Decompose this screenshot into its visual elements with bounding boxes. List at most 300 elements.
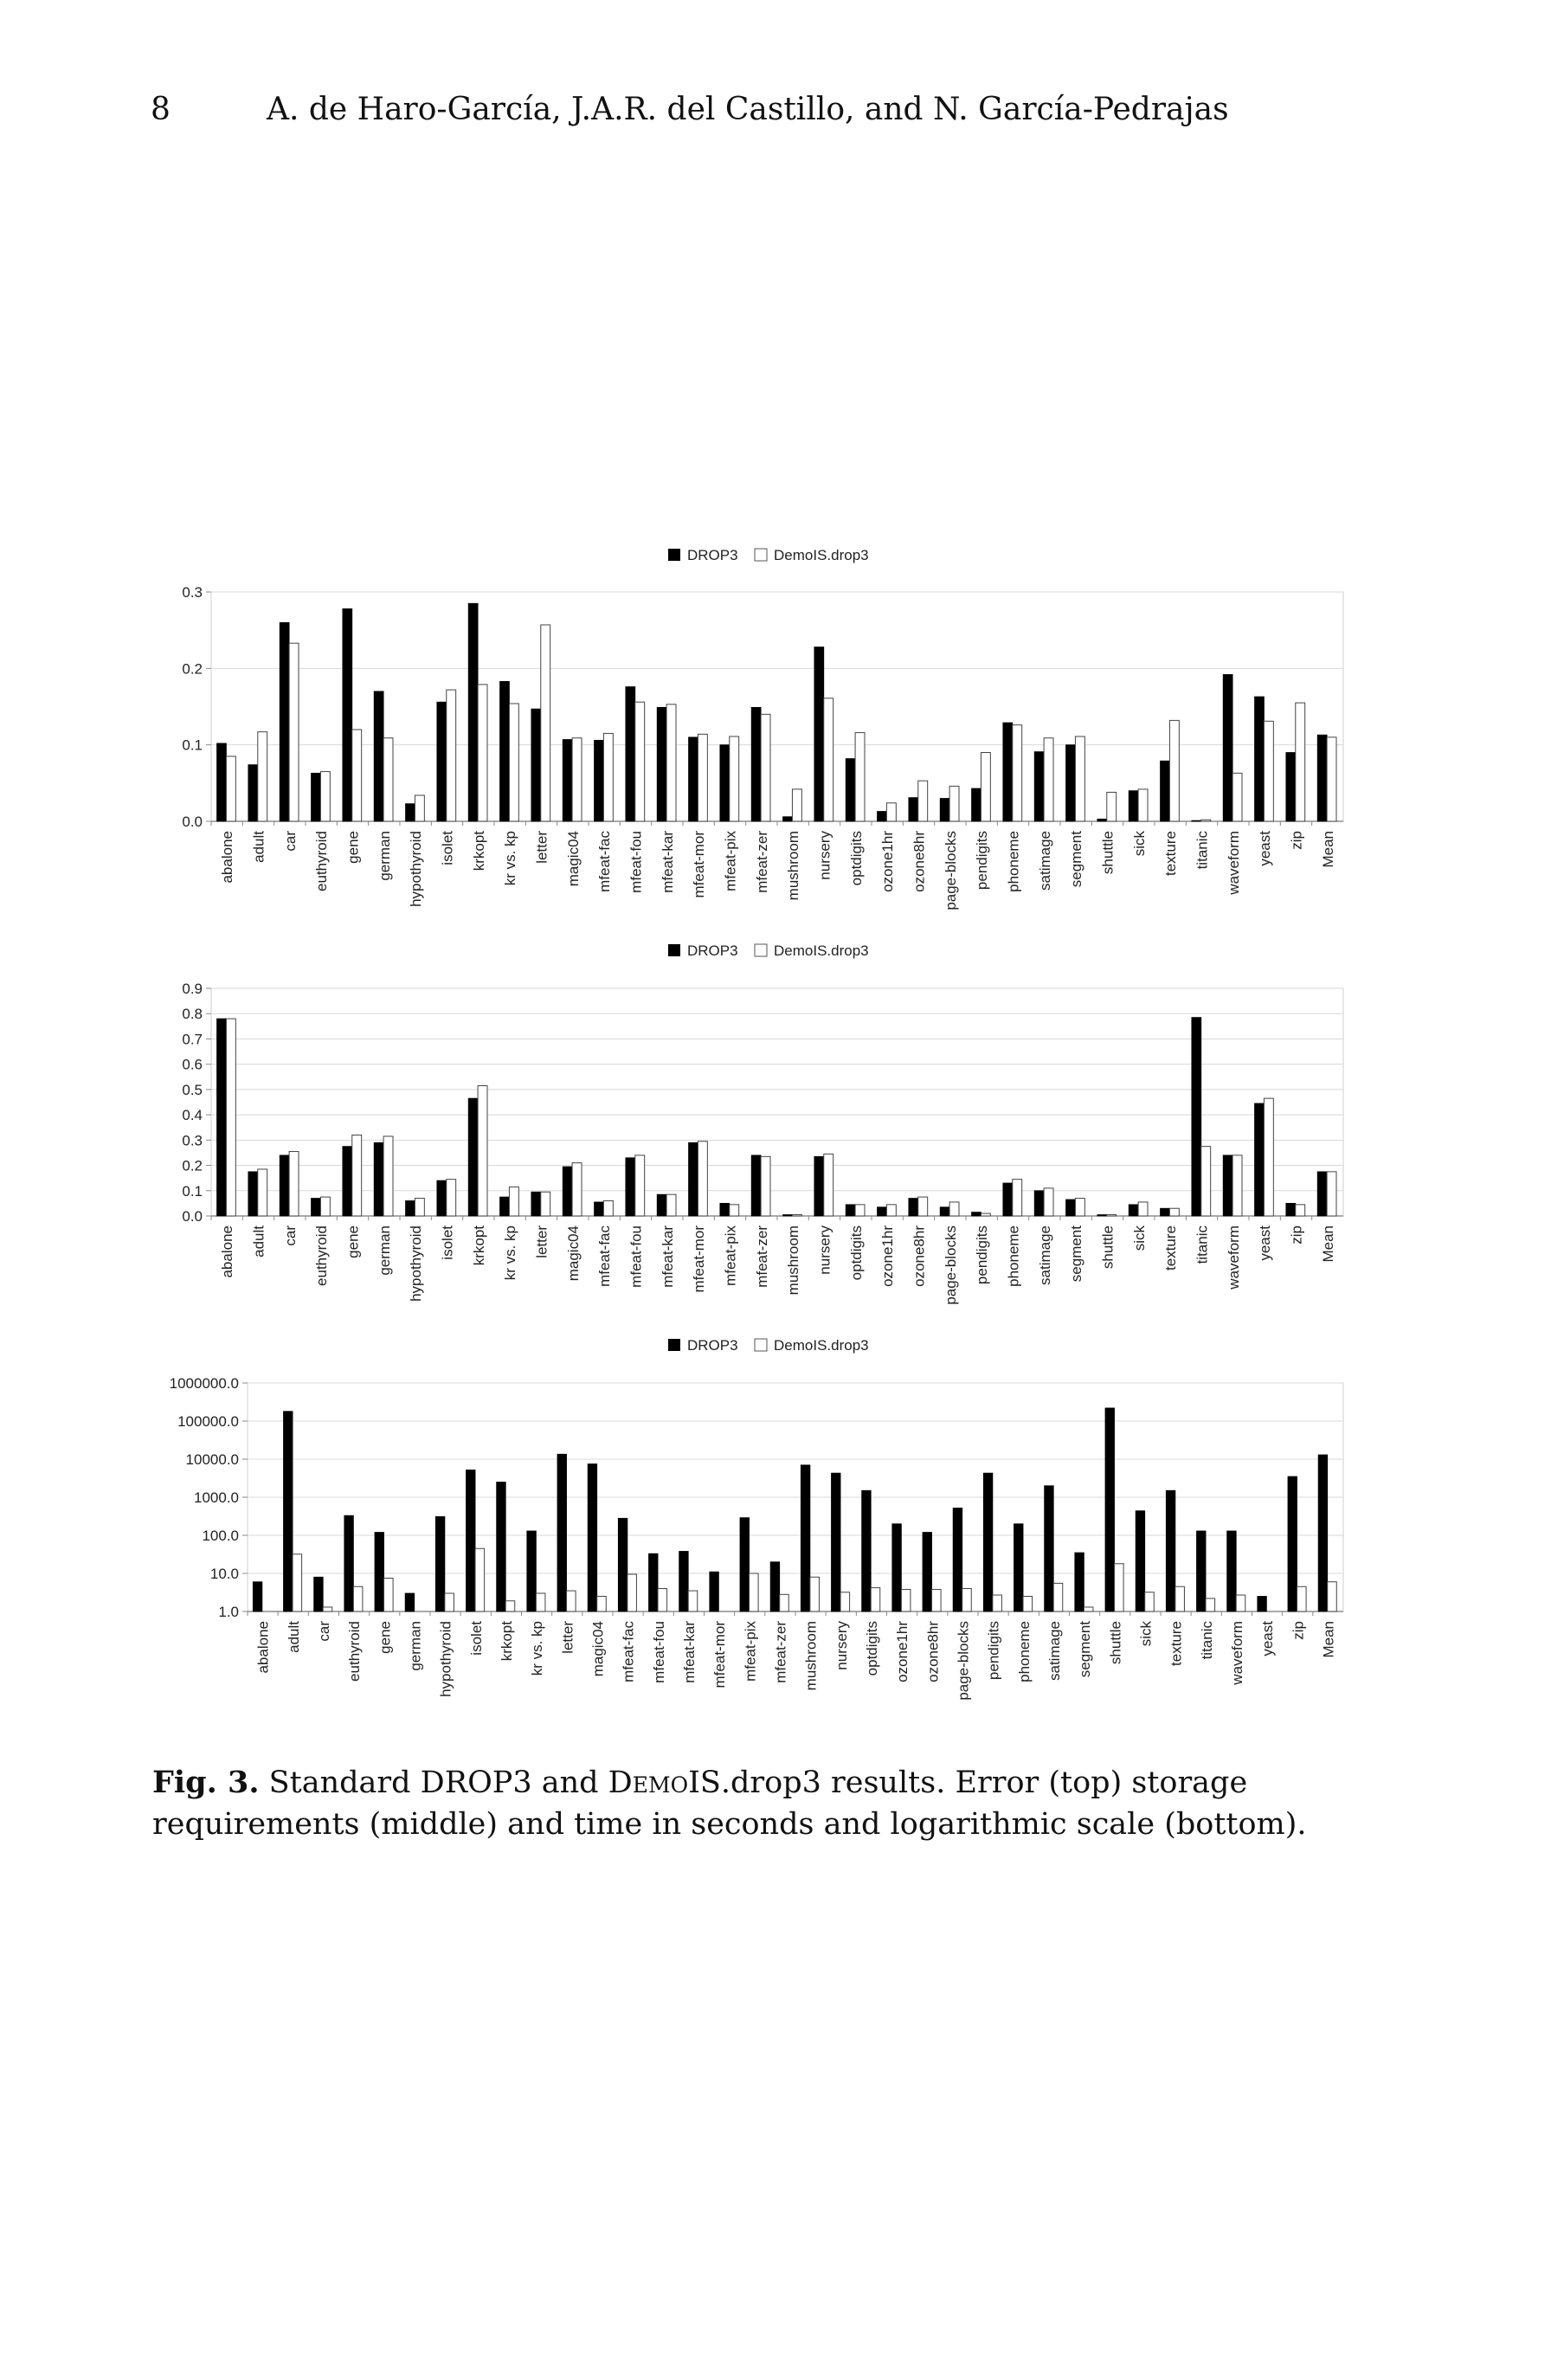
bar-drop3: [909, 1199, 918, 1216]
x-category-label: phoneme: [1005, 831, 1022, 892]
bar-demois-drop3: [572, 738, 582, 821]
bar-demois-drop3: [1044, 738, 1053, 821]
bar-demois-drop3: [1023, 1596, 1033, 1611]
bar-demois-drop3: [1075, 737, 1084, 821]
x-category-label: ozone8hr: [911, 831, 928, 892]
legend-label-demois: DemoIS.drop3: [774, 547, 869, 563]
bar-drop3: [740, 1518, 750, 1611]
x-category-label: kr vs. kp: [502, 1225, 519, 1281]
bar-demois-drop3: [258, 732, 267, 821]
bar-drop3: [374, 691, 383, 821]
bar-drop3: [500, 1197, 510, 1216]
bar-drop3: [1161, 761, 1170, 821]
bar-drop3: [1136, 1511, 1145, 1611]
caption-text-before: Standard DROP3 and: [268, 1766, 599, 1800]
x-category-label: mfeat-pix: [742, 1621, 759, 1682]
bar-drop3: [626, 687, 635, 821]
x-category-label: kr vs. kp: [529, 1621, 546, 1676]
bar-demois-drop3: [855, 733, 865, 821]
legend-swatch-drop3: [668, 1339, 680, 1351]
y-tick-label: 10.0: [209, 1566, 239, 1582]
bar-drop3: [1227, 1531, 1237, 1611]
bar-drop3: [1097, 1215, 1107, 1216]
x-category-label: mfeat-kar: [680, 1621, 698, 1683]
figure-label: Fig. 3.: [152, 1765, 260, 1800]
x-category-label: krkopt: [470, 1225, 487, 1266]
bar-demois-drop3: [415, 795, 424, 821]
y-tick-label: 1000.0: [194, 1489, 239, 1506]
bar-drop3: [1129, 1205, 1138, 1216]
bar-demois-drop3: [688, 1591, 698, 1611]
bar-drop3: [531, 1192, 541, 1216]
x-category-label: gene: [376, 1621, 394, 1654]
bar-drop3: [657, 1194, 666, 1216]
bar-demois-drop3: [447, 690, 456, 821]
bar-drop3: [689, 1142, 698, 1216]
legend-label-demois: DemoIS.drop3: [774, 942, 869, 959]
caption-smallcaps: DemoIS: [608, 1766, 721, 1800]
legend-label-drop3: DROP3: [687, 942, 738, 959]
bar-drop3: [280, 1155, 289, 1216]
bar-demois-drop3: [1264, 1098, 1273, 1216]
bar-demois-drop3: [1264, 721, 1273, 821]
bar-demois-drop3: [840, 1592, 850, 1611]
bar-demois-drop3: [289, 1151, 299, 1216]
bar-demois-drop3: [932, 1589, 942, 1611]
bar-drop3: [344, 1515, 354, 1611]
x-category-label: gene: [344, 831, 362, 864]
bar-demois-drop3: [353, 1586, 363, 1611]
bar-drop3: [923, 1533, 932, 1611]
bar-drop3: [1045, 1486, 1054, 1611]
bar-drop3: [783, 1215, 793, 1216]
bar-demois-drop3: [730, 737, 739, 821]
bar-drop3: [595, 740, 604, 821]
bar-drop3: [1034, 1191, 1044, 1216]
bar-demois-drop3: [1145, 1592, 1155, 1611]
x-category-label: car: [281, 1225, 299, 1246]
bar-drop3: [814, 647, 824, 821]
bar-demois-drop3: [627, 1574, 637, 1611]
bar-demois-drop3: [792, 1215, 801, 1216]
bar-drop3: [1223, 674, 1232, 821]
bar-demois-drop3: [981, 1213, 990, 1216]
bar-drop3: [648, 1553, 658, 1611]
bar-drop3: [972, 788, 981, 821]
y-tick-label: 0.4: [182, 1107, 203, 1124]
bar-drop3: [1066, 1200, 1076, 1216]
bar-drop3: [557, 1454, 567, 1611]
bar-drop3: [657, 707, 666, 821]
x-category-label: segment: [1068, 1225, 1085, 1283]
x-category-label: gene: [344, 1225, 362, 1258]
bar-drop3: [588, 1463, 597, 1611]
x-category-label: waveform: [1225, 1225, 1242, 1290]
bar-demois-drop3: [536, 1593, 545, 1611]
bar-drop3: [618, 1518, 627, 1611]
bar-drop3: [1003, 723, 1013, 821]
bar-drop3: [1196, 1531, 1206, 1611]
bar-demois-drop3: [666, 1194, 676, 1216]
bar-demois-drop3: [981, 753, 990, 822]
x-category-label: ozone1hr: [894, 1621, 911, 1682]
bar-demois-drop3: [478, 1086, 487, 1216]
x-category-label: sick: [1130, 1225, 1148, 1251]
x-category-label: euthyroid: [313, 831, 331, 891]
x-category-label: hypothyroid: [408, 831, 425, 907]
bar-drop3: [280, 622, 289, 821]
x-category-label: satimage: [1036, 1225, 1053, 1285]
x-category-label: krkopt: [470, 831, 487, 872]
x-category-label: german: [376, 1225, 393, 1276]
bar-demois-drop3: [1075, 1199, 1084, 1216]
x-category-label: letter: [533, 1225, 550, 1258]
bar-demois-drop3: [258, 1169, 267, 1216]
x-category-label: segment: [1077, 1621, 1094, 1678]
x-category-label: optdigits: [863, 1621, 880, 1676]
bar-demois-drop3: [1084, 1607, 1093, 1611]
bar-demois-drop3: [445, 1593, 454, 1611]
bar-demois-drop3: [1169, 720, 1179, 821]
x-category-label: euthyroid: [346, 1621, 364, 1682]
bar-demois-drop3: [1236, 1595, 1245, 1611]
bar-drop3: [437, 1180, 447, 1216]
bar-demois-drop3: [293, 1554, 302, 1611]
x-category-label: magic04: [589, 1621, 607, 1677]
bar-drop3: [343, 608, 352, 821]
x-category-label: mfeat-zer: [753, 831, 770, 893]
y-tick-label: 0.3: [182, 1132, 203, 1149]
bar-drop3: [468, 1098, 478, 1216]
legend-swatch-drop3: [668, 549, 680, 561]
bar-drop3: [720, 1203, 730, 1216]
legend-swatch-demois: [755, 944, 767, 956]
bar-drop3: [983, 1473, 993, 1611]
bar-demois-drop3: [603, 1200, 613, 1216]
bar-demois-drop3: [761, 1156, 770, 1216]
bar-drop3: [1105, 1408, 1115, 1611]
x-category-label: titanic: [1194, 1225, 1211, 1264]
bar-drop3: [801, 1465, 810, 1611]
x-category-label: euthyroid: [313, 1225, 331, 1286]
x-category-label: Mean: [1319, 831, 1336, 868]
x-category-label: phoneme: [1005, 1225, 1022, 1287]
bar-demois-drop3: [226, 756, 235, 821]
legend-swatch-demois: [755, 549, 767, 561]
bar-demois-drop3: [352, 1135, 362, 1216]
bar-demois-drop3: [509, 1187, 518, 1216]
bar-demois-drop3: [320, 772, 330, 821]
bar-drop3: [751, 1155, 761, 1216]
bar-demois-drop3: [810, 1577, 820, 1611]
bar-demois-drop3: [658, 1589, 667, 1611]
bar-drop3: [405, 1593, 415, 1611]
y-tick-label: 0.9: [182, 981, 203, 997]
bar-demois-drop3: [597, 1596, 607, 1611]
y-tick-label: 0.2: [182, 1157, 203, 1174]
x-category-label: hypothyroid: [408, 1225, 425, 1302]
x-category-label: mfeat-zer: [753, 1225, 770, 1288]
bar-drop3: [626, 1158, 635, 1216]
x-category-label: isolet: [439, 831, 456, 865]
bar-drop3: [1034, 752, 1044, 821]
x-category-label: car: [281, 831, 299, 852]
bar-drop3: [940, 799, 949, 822]
bar-demois-drop3: [1327, 737, 1336, 821]
bar-drop3: [783, 817, 793, 821]
y-tick-label: 0.3: [182, 584, 203, 601]
x-category-label: satimage: [1036, 831, 1053, 891]
bar-demois-drop3: [949, 786, 959, 821]
x-category-label: ozone8hr: [911, 1225, 928, 1287]
x-category-label: page-blocks: [942, 1225, 959, 1305]
bar-demois-drop3: [541, 625, 550, 821]
bar-drop3: [314, 1577, 324, 1611]
bar-demois-drop3: [541, 1192, 550, 1216]
x-category-label: segment: [1068, 831, 1085, 888]
legend-label-drop3: DROP3: [687, 1337, 738, 1354]
bar-demois-drop3: [415, 1199, 424, 1216]
bar-drop3: [710, 1572, 719, 1611]
bar-drop3: [831, 1473, 840, 1611]
bar-drop3: [497, 1482, 506, 1611]
bar-drop3: [217, 743, 227, 821]
bar-demois-drop3: [1201, 1147, 1211, 1216]
bar-drop3: [406, 1200, 415, 1216]
legend-label-demois: DemoIS.drop3: [774, 1337, 869, 1354]
y-tick-label: 0.0: [182, 814, 203, 830]
bar-demois-drop3: [792, 789, 801, 821]
bar-drop3: [846, 759, 855, 821]
x-category-label: yeast: [1259, 1621, 1277, 1656]
bar-drop3: [814, 1156, 824, 1216]
page-number: 8: [151, 92, 171, 127]
bar-demois-drop3: [1328, 1582, 1337, 1611]
bar-demois-drop3: [447, 1180, 456, 1216]
x-category-label: zip: [1288, 1225, 1305, 1245]
x-category-label: zip: [1288, 831, 1305, 850]
bar-demois-drop3: [886, 1205, 896, 1216]
x-category-label: mfeat-mor: [711, 1621, 729, 1689]
bar-drop3: [1223, 1155, 1232, 1216]
x-category-label: nursery: [816, 831, 833, 880]
bar-demois-drop3: [226, 1019, 235, 1216]
bar-drop3: [1286, 753, 1296, 822]
bar-demois-drop3: [1138, 789, 1148, 821]
bar-drop3: [720, 745, 730, 821]
bar-demois-drop3: [1232, 1155, 1242, 1216]
x-category-label: satimage: [1046, 1621, 1063, 1681]
bar-drop3: [468, 603, 478, 821]
bar-drop3: [1166, 1490, 1175, 1611]
bar-drop3: [1286, 1203, 1296, 1216]
bar-demois-drop3: [1232, 773, 1242, 821]
x-category-label: sick: [1130, 831, 1148, 857]
bar-demois-drop3: [1296, 1205, 1305, 1216]
x-category-label: letter: [533, 831, 550, 864]
x-category-label: phoneme: [1015, 1621, 1033, 1682]
bar-demois-drop3: [509, 704, 518, 821]
bar-drop3: [1003, 1183, 1013, 1216]
bar-drop3: [343, 1147, 352, 1216]
bar-demois-drop3: [384, 1578, 394, 1611]
x-category-label: mfeat-mor: [691, 831, 708, 898]
bar-drop3: [406, 804, 415, 821]
bar-drop3: [878, 812, 887, 821]
bar-drop3: [1318, 1455, 1328, 1611]
bar-drop3: [1014, 1524, 1023, 1611]
bar-drop3: [500, 681, 510, 821]
bar-drop3: [217, 1019, 227, 1216]
bar-drop3: [1129, 791, 1138, 821]
bar-drop3: [435, 1516, 445, 1611]
y-tick-label: 1000000.0: [169, 1375, 239, 1392]
bar-demois-drop3: [572, 1163, 582, 1216]
x-category-label: mfeat-fou: [627, 1225, 645, 1288]
bar-drop3: [1258, 1596, 1267, 1611]
legend-swatch-demois: [755, 1339, 767, 1351]
bar-drop3: [862, 1490, 872, 1611]
bar-demois-drop3: [478, 685, 487, 821]
bar-demois-drop3: [962, 1589, 972, 1611]
bar-drop3: [437, 702, 447, 821]
x-category-label: kr vs. kp: [502, 831, 519, 886]
y-tick-label: 0.1: [182, 737, 203, 754]
bar-demois-drop3: [666, 704, 676, 821]
x-category-label: mfeat-pix: [722, 831, 739, 891]
x-category-label: pendigits: [974, 1225, 991, 1285]
x-category-label: shuttle: [1107, 1621, 1124, 1665]
legend-swatch-drop3: [668, 944, 680, 956]
bar-demois-drop3: [918, 781, 928, 821]
bar-demois-drop3: [871, 1588, 880, 1611]
bar-demois-drop3: [1175, 1586, 1185, 1611]
bar-drop3: [527, 1531, 537, 1611]
x-category-label: optdigits: [847, 830, 865, 886]
y-tick-label: 0.1: [182, 1182, 203, 1200]
bar-drop3: [909, 798, 918, 821]
x-category-label: abalone: [254, 1621, 272, 1674]
x-category-label: german: [407, 1621, 424, 1671]
bar-drop3: [679, 1551, 689, 1611]
bar-drop3: [375, 1533, 384, 1611]
y-tick-label: 0.7: [182, 1031, 203, 1048]
x-category-label: pendigits: [985, 1621, 1002, 1681]
x-category-label: mfeat-kar: [659, 831, 676, 893]
bar-drop3: [940, 1207, 949, 1216]
bar-demois-drop3: [698, 734, 707, 821]
bar-demois-drop3: [1206, 1598, 1215, 1611]
bar-drop3: [972, 1213, 981, 1216]
x-category-label: magic04: [564, 1225, 582, 1282]
x-category-label: Mean: [1320, 1621, 1337, 1658]
bar-drop3: [892, 1524, 902, 1611]
x-category-label: mfeat-pix: [722, 1225, 739, 1286]
bar-drop3: [1255, 1103, 1265, 1216]
bar-demois-drop3: [855, 1205, 865, 1216]
x-category-label: isolet: [439, 1225, 456, 1260]
x-category-label: adult: [250, 1225, 267, 1258]
x-category-label: zip: [1290, 1621, 1307, 1640]
bar-demois-drop3: [383, 738, 393, 821]
bar-demois-drop3: [1169, 1208, 1179, 1216]
bar-drop3: [1075, 1553, 1084, 1611]
bar-drop3: [1192, 820, 1201, 821]
bar-drop3: [689, 737, 698, 821]
y-tick-label: 0.8: [182, 1006, 203, 1023]
bar-demois-drop3: [567, 1591, 576, 1611]
bar-demois-drop3: [635, 702, 645, 821]
bar-drop3: [253, 1582, 262, 1611]
bar-demois-drop3: [901, 1589, 911, 1611]
x-category-label: yeast: [1257, 831, 1274, 866]
bar-drop3: [1161, 1208, 1170, 1216]
bar-demois-drop3: [1327, 1172, 1336, 1216]
x-category-label: shuttle: [1099, 1225, 1117, 1270]
x-category-label: letter: [559, 1621, 576, 1654]
bar-demois-drop3: [824, 698, 833, 821]
y-tick-label: 10000.0: [185, 1451, 239, 1468]
x-category-label: ozone1hr: [879, 1225, 897, 1287]
x-category-label: isolet: [467, 1621, 485, 1656]
x-category-label: texture: [1168, 1621, 1185, 1666]
bar-drop3: [878, 1207, 887, 1216]
bar-demois-drop3: [1053, 1583, 1063, 1611]
x-category-label: sick: [1137, 1621, 1155, 1647]
y-tick-label: 0.6: [182, 1056, 203, 1073]
bar-demois-drop3: [1297, 1586, 1307, 1611]
bar-drop3: [1255, 697, 1265, 821]
x-category-label: german: [376, 831, 393, 881]
bar-drop3: [563, 739, 572, 821]
bar-drop3: [1317, 735, 1327, 821]
x-category-label: texture: [1162, 831, 1180, 876]
bar-demois-drop3: [1107, 1215, 1117, 1216]
bar-demois-drop3: [1201, 820, 1211, 821]
x-category-label: adult: [285, 1621, 302, 1653]
bar-demois-drop3: [1013, 1180, 1022, 1216]
bar-demois-drop3: [824, 1154, 833, 1216]
bar-drop3: [1066, 745, 1076, 821]
bar-drop3: [312, 1199, 321, 1216]
y-tick-label: 1.0: [218, 1604, 239, 1620]
bar-drop3: [374, 1142, 383, 1216]
x-category-label: hypothyroid: [437, 1621, 454, 1697]
x-category-label: yeast: [1257, 1225, 1274, 1261]
bar-demois-drop3: [1296, 703, 1305, 821]
x-category-label: abalone: [219, 1225, 236, 1278]
x-category-label: waveform: [1228, 1621, 1245, 1685]
bar-drop3: [248, 1172, 258, 1216]
y-tick-label: 0.5: [182, 1081, 203, 1098]
x-category-label: waveform: [1225, 831, 1242, 895]
bar-demois-drop3: [1044, 1188, 1053, 1216]
x-category-label: page-blocks: [942, 831, 959, 910]
bar-drop3: [1317, 1172, 1327, 1216]
bar-demois-drop3: [475, 1548, 485, 1611]
x-category-label: ozone1hr: [879, 831, 897, 892]
bar-drop3: [1097, 819, 1107, 821]
x-category-label: mfeat-kar: [659, 1225, 676, 1288]
legend-label-drop3: DROP3: [687, 547, 738, 563]
x-category-label: mushroom: [802, 1621, 820, 1691]
x-category-label: nursery: [833, 1621, 850, 1670]
running-authors: A. de Haro-García, J.A.R. del Castillo, and N. García-Pedrajas: [267, 92, 1229, 127]
bar-demois-drop3: [780, 1594, 789, 1611]
figure-caption: [152, 1762, 1416, 1845]
x-category-label: mfeat-fac: [620, 1621, 637, 1682]
bar-demois-drop3: [886, 803, 896, 821]
